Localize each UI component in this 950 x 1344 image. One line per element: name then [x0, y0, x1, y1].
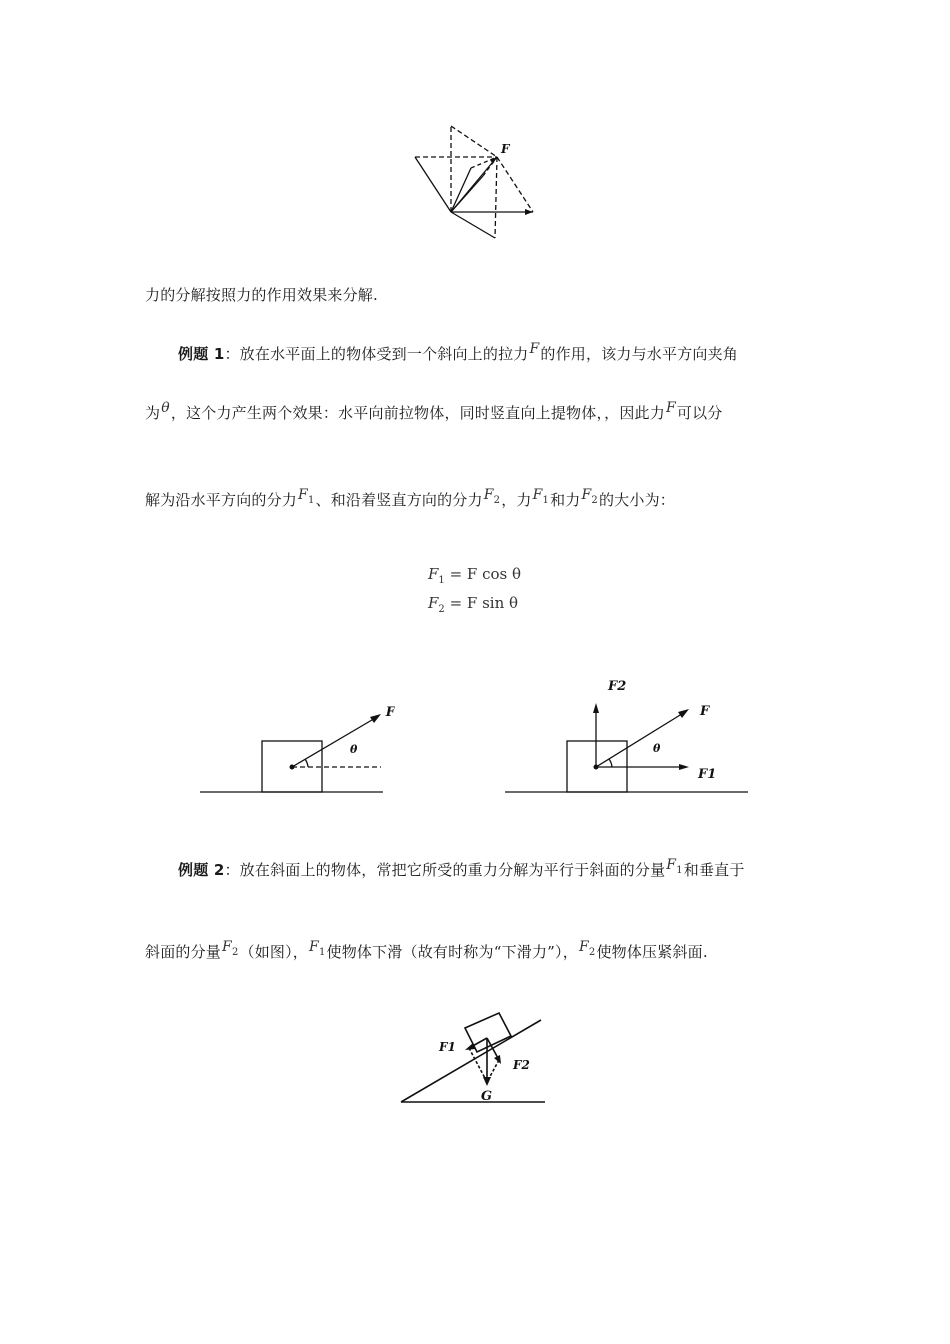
left-theta-label: θ — [350, 743, 358, 756]
right-F2-label: F2 — [608, 679, 627, 694]
right-F1-label: F1 — [698, 767, 717, 782]
example1-label: 例题 1 — [178, 345, 225, 363]
example1-line1: 例题 1：放在水平面上的物体受到一个斜向上的拉力F的作用，该力与水平方向夹角 — [178, 341, 739, 363]
formula-f1: $F_1 = F$ cos θ — [428, 565, 522, 586]
symbol-F2: $F_2$ — [222, 939, 239, 958]
intro-text: 力的分解按照力的作用效果来分解. — [145, 286, 378, 304]
symbol-F2: $F_2$ — [483, 487, 501, 506]
symbol-F1: $F_1$ — [298, 487, 315, 506]
example2-label: 例题 2 — [178, 861, 225, 879]
symbol-F: F — [529, 341, 540, 357]
symbol-F1: $F_1$ — [666, 857, 683, 876]
example1-line3: 解为沿水平方向的分力$F_1$、和沿着竖直方向的分力$F_2$，力$F_1$和力$F_2$的大小为： — [145, 487, 675, 509]
example1-line2: 为θ，这个力产生两个效果：水平向前拉物体，同时竖直向上提物体，，因此力F可以分 — [145, 400, 723, 422]
block-pull-figure — [195, 690, 395, 800]
symbol-F2: $F_2$ — [581, 487, 598, 506]
example2-line1: 例题 2：放在斜面上的物体，常把它所受的重力分解为平行于斜面的分量$F_1$和垂直于 — [178, 857, 745, 879]
block-decomposed-figure — [500, 670, 755, 800]
example2-line2: 斜面的分量$F_2$（如图），$F_1$使物体下滑（故有时称为“下滑力”），$F_2$使物体压紧斜面. — [145, 939, 708, 961]
symbol-F1: $F_1$ — [532, 487, 550, 506]
incline-G-label: G — [481, 1089, 493, 1104]
symbol-F1: $F_1$ — [309, 939, 326, 958]
symbol-theta: θ — [161, 400, 170, 416]
symbol-F2: $F_2$ — [578, 939, 596, 958]
intro-paragraph — [145, 285, 378, 305]
top-figure-F-label: F — [501, 142, 510, 156]
left-F-label: F — [385, 705, 395, 720]
incline-figure — [395, 1008, 555, 1108]
right-F-label: F — [700, 704, 710, 719]
decomposition-figure — [405, 120, 545, 245]
incline-F1-label: F1 — [439, 1040, 456, 1054]
formula-f2: $F_2 = F$ sin θ — [428, 594, 519, 615]
incline-F2-label: F2 — [513, 1058, 530, 1072]
symbol-F: F — [665, 400, 676, 416]
right-theta-label: θ — [653, 742, 661, 755]
